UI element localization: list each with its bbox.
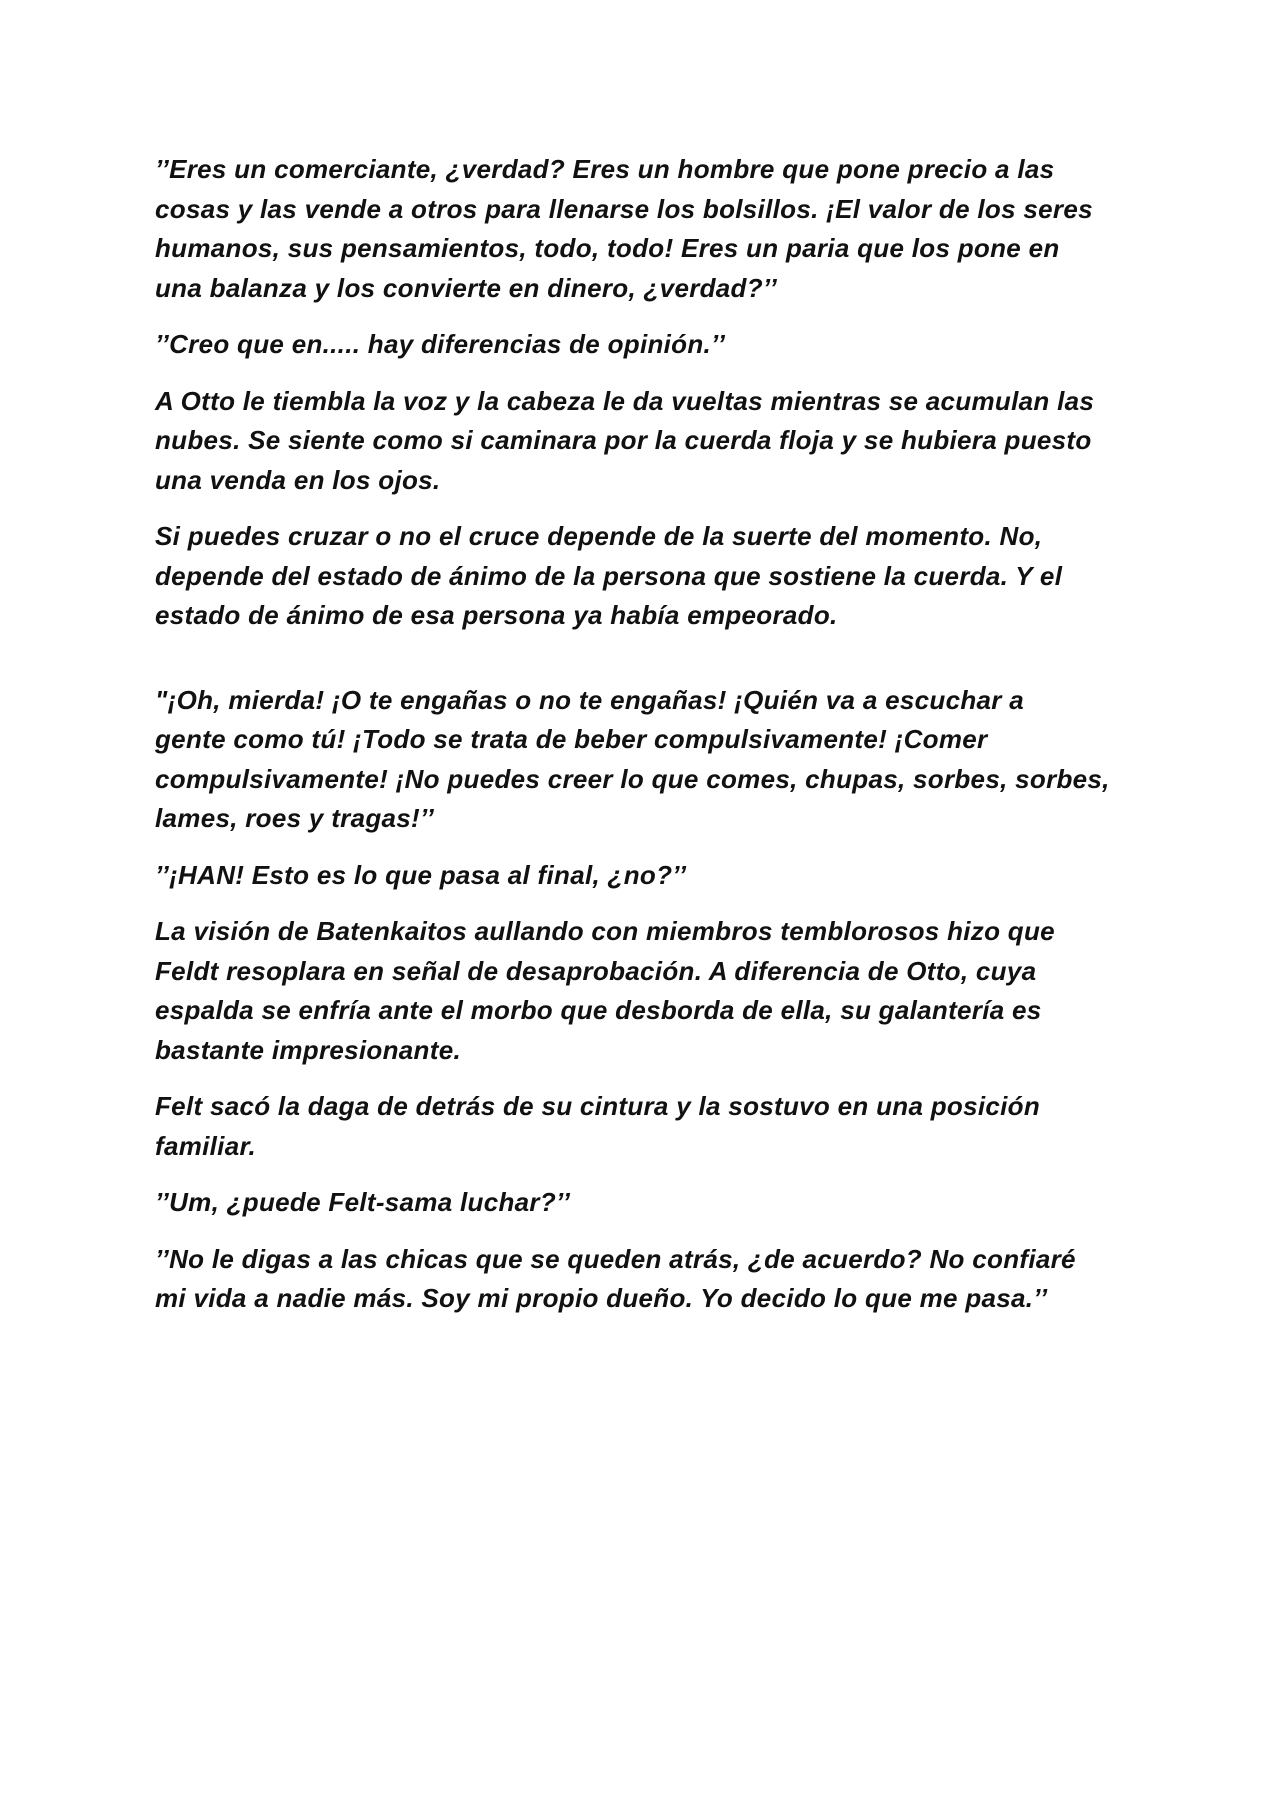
paragraph-8: Felt sacó la daga de detrás de su cintura y la sostuvo en una posición familiar. [155,1091,1041,1161]
paragraph-6: ’’¡HAN! Esto es lo que pasa al final, ¿no?’’ [155,859,687,890]
paragraph-3: A Otto le tiembla la voz y la cabeza le da vueltas mientras se acumulan las nubes. Se siente como si caminara por la cuerda floja y se hubiera puesto una venda en los ojos. [155,385,1095,495]
paragraph-10: ’’No le digas a las chicas que se queden atrás, ¿de acuerdo? No confiaré mi vida a nadie más. Soy mi propio dueño. Yo decido lo que me pasa.’’ [155,1243,1076,1313]
paragraph-2: ’’Creo que en..... hay diferencias de opinión.’’ [155,329,726,359]
paragraph-4: Si puedes cruzar o no el cruce depende de la suerte del momento. No, depende del estado de ánimo de la persona que sostiene la cuerda. Y el estado de ánimo de esa persona ya había empeorado. [155,521,1063,630]
paragraph-1: ’’Eres un comerciante, ¿verdad? Eres un hombre que pone precio a las cosas y las vende a otros para llenarse los bolsillos. ¡El valor de los seres humanos, sus pensamientos, todo, todo! Eres un paria que los pone en una balanza y los convierte en dinero, ¿verdad?’’ [155,154,1093,303]
paragraph-5: "¡Oh, mierda! ¡O te engañas o no te engañas! ¡Quién va a escuchar a gente como tú! ¡Todo se trata de beber compulsivamente! ¡Comer compulsivamente! ¡No puedes creer lo que comes, chupas, sorbes, sorbes, lames, roes y tragas!’’ [155,684,1110,833]
document-body [155,150,1145,1336]
paragraph-9: ’’Um, ¿puede Felt-sama luchar?’’ [155,1187,571,1217]
paragraph-7: La visión de Batenkaitos aullando con miembros temblorosos hizo que Feldt resoplara en señal de desaprobación. A diferencia de Otto, cuya espalda se enfría ante el morbo que desborda de ella, su galantería es bastante impresionante. [155,916,1055,1065]
